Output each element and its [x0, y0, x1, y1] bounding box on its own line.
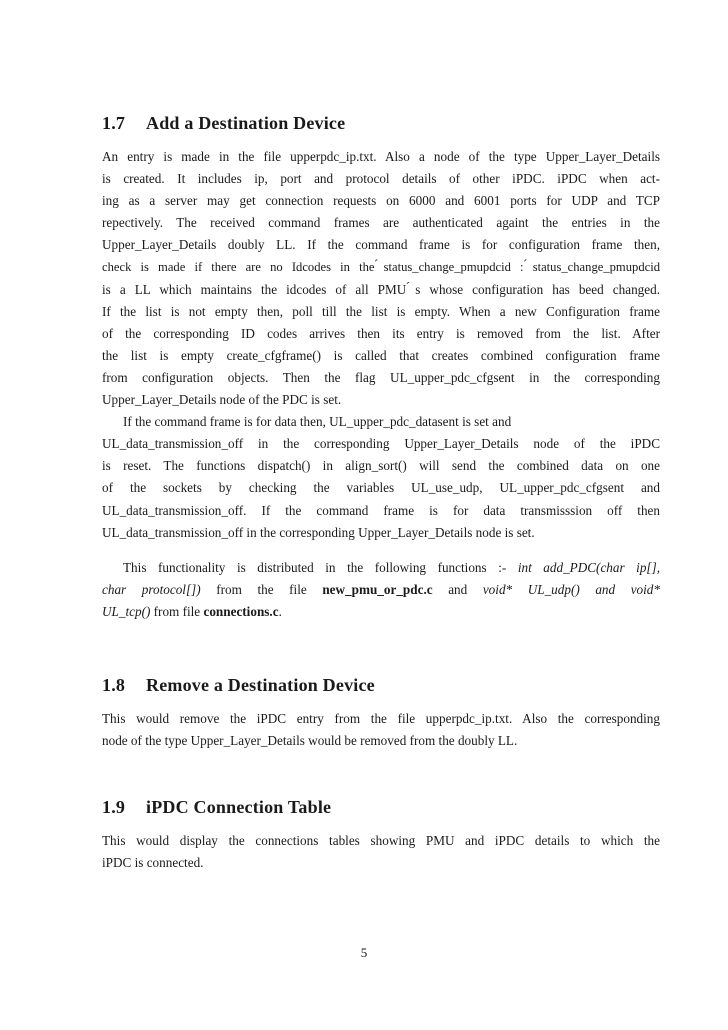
text-line — [102, 557, 660, 579]
text-line: Upper_Layer_Details node of the PDC is set. — [102, 392, 342, 408]
text-line: UL_data_transmission_off. If the command frame is for data transmisssion off then — [102, 502, 660, 518]
text-run: . — [278, 603, 282, 619]
section-heading — [102, 675, 660, 696]
section-title: iPDC Connection Table — [146, 797, 332, 817]
text-line: This would display the connections tables showing PMU and iPDC details to which the — [102, 833, 660, 848]
function-signature: char protocol[]) — [102, 581, 201, 597]
section-heading — [102, 113, 660, 134]
text-line: Upper_Layer_Details doubly LL. If the command frame is for configuration frame then, — [102, 237, 660, 253]
text-line: of the sockets by checking the variables UL_use_udp, UL_upper_pdc_cfgsent and — [102, 480, 660, 496]
function-signature: void* UL_udp() and void* — [482, 581, 660, 597]
page-number: 5 — [360, 945, 368, 960]
text-line: An entry is made in the file upperpdc_ip.txt. Also a node of the type Upper_Layer_Details — [102, 149, 660, 164]
paragraph — [102, 708, 660, 752]
text-line: from configuration objects. Then the flag UL_upper_pdc_cfgsent in the corresponding — [102, 369, 660, 385]
text-line: UL_data_transmission_off in the corresponding Upper_Layer_Details node is set. — [102, 524, 535, 540]
text-line — [102, 579, 660, 601]
paragraph — [102, 146, 660, 411]
text-line: check is made if there are no Idcodes in the ́status_change_pmupdcid : ́status_change_pmupdcid — [102, 260, 660, 275]
section-add-destination-device — [102, 113, 660, 623]
section-heading — [102, 797, 660, 818]
text-line: UL_data_transmission_off in the corresponding Upper_Layer_Details node of the iPDC — [102, 436, 660, 452]
text-line: ing as a server may get connection requests on 6000 and 6001 ports for UDP and TCP — [102, 193, 660, 209]
text-run: This functionality is distributed in the following functions :- — [123, 559, 507, 575]
text-line: the list is empty create_cfgframe() is called that creates combined configuration frame — [102, 347, 660, 363]
text-line: iPDC is connected. — [102, 855, 204, 871]
function-signature: int add_PDC(char ip[], — [517, 559, 660, 575]
text-line: This would remove the iPDC entry from the file upperpdc_ip.txt. Also the corresponding — [102, 711, 660, 726]
text-line: of the corresponding ID codes arrives then its entry is removed from the list. After — [102, 325, 660, 341]
text-line: is a LL which maintains the idcodes of all PMU ́s whose configuration has beed changed. — [102, 281, 660, 297]
text-line: is reset. The functions dispatch() in align_sort() will send the combined data on one — [102, 458, 660, 474]
text-run: from the file — [216, 581, 307, 597]
section-remove-destination-device — [102, 675, 660, 752]
section-ipdc-connection-table — [102, 797, 660, 874]
section-title: Remove a Destination Device — [146, 675, 375, 695]
paragraph — [102, 411, 660, 544]
text-line: node of the type Upper_Layer_Details would be removed from the doubly LL. — [102, 733, 518, 749]
paragraph — [102, 557, 660, 623]
file-name: connections.c — [203, 603, 279, 619]
text-run: and — [448, 581, 468, 597]
text-line: repectively. The received command frames are authenticated againt the entries in the — [102, 215, 660, 231]
section-number: 1.9 — [102, 797, 126, 817]
file-name: new_pmu_or_pdc.c — [322, 581, 433, 597]
function-signature: UL_tcp() — [102, 603, 151, 619]
section-number: 1.7 — [102, 113, 126, 133]
paragraph — [102, 830, 660, 874]
section-title: Add a Destination Device — [146, 113, 346, 133]
section-number: 1.8 — [102, 675, 126, 695]
text-line — [102, 601, 660, 623]
text-line: If the command frame is for data then, UL_upper_pdc_datasent is set and — [123, 414, 512, 430]
text-line: is created. It includes ip, port and protocol details of other iPDC. iPDC when act- — [102, 171, 660, 187]
text-line: If the list is not empty then, poll till the list is empty. When a new Configuration frame — [102, 303, 660, 319]
text-run: from file — [153, 603, 201, 619]
